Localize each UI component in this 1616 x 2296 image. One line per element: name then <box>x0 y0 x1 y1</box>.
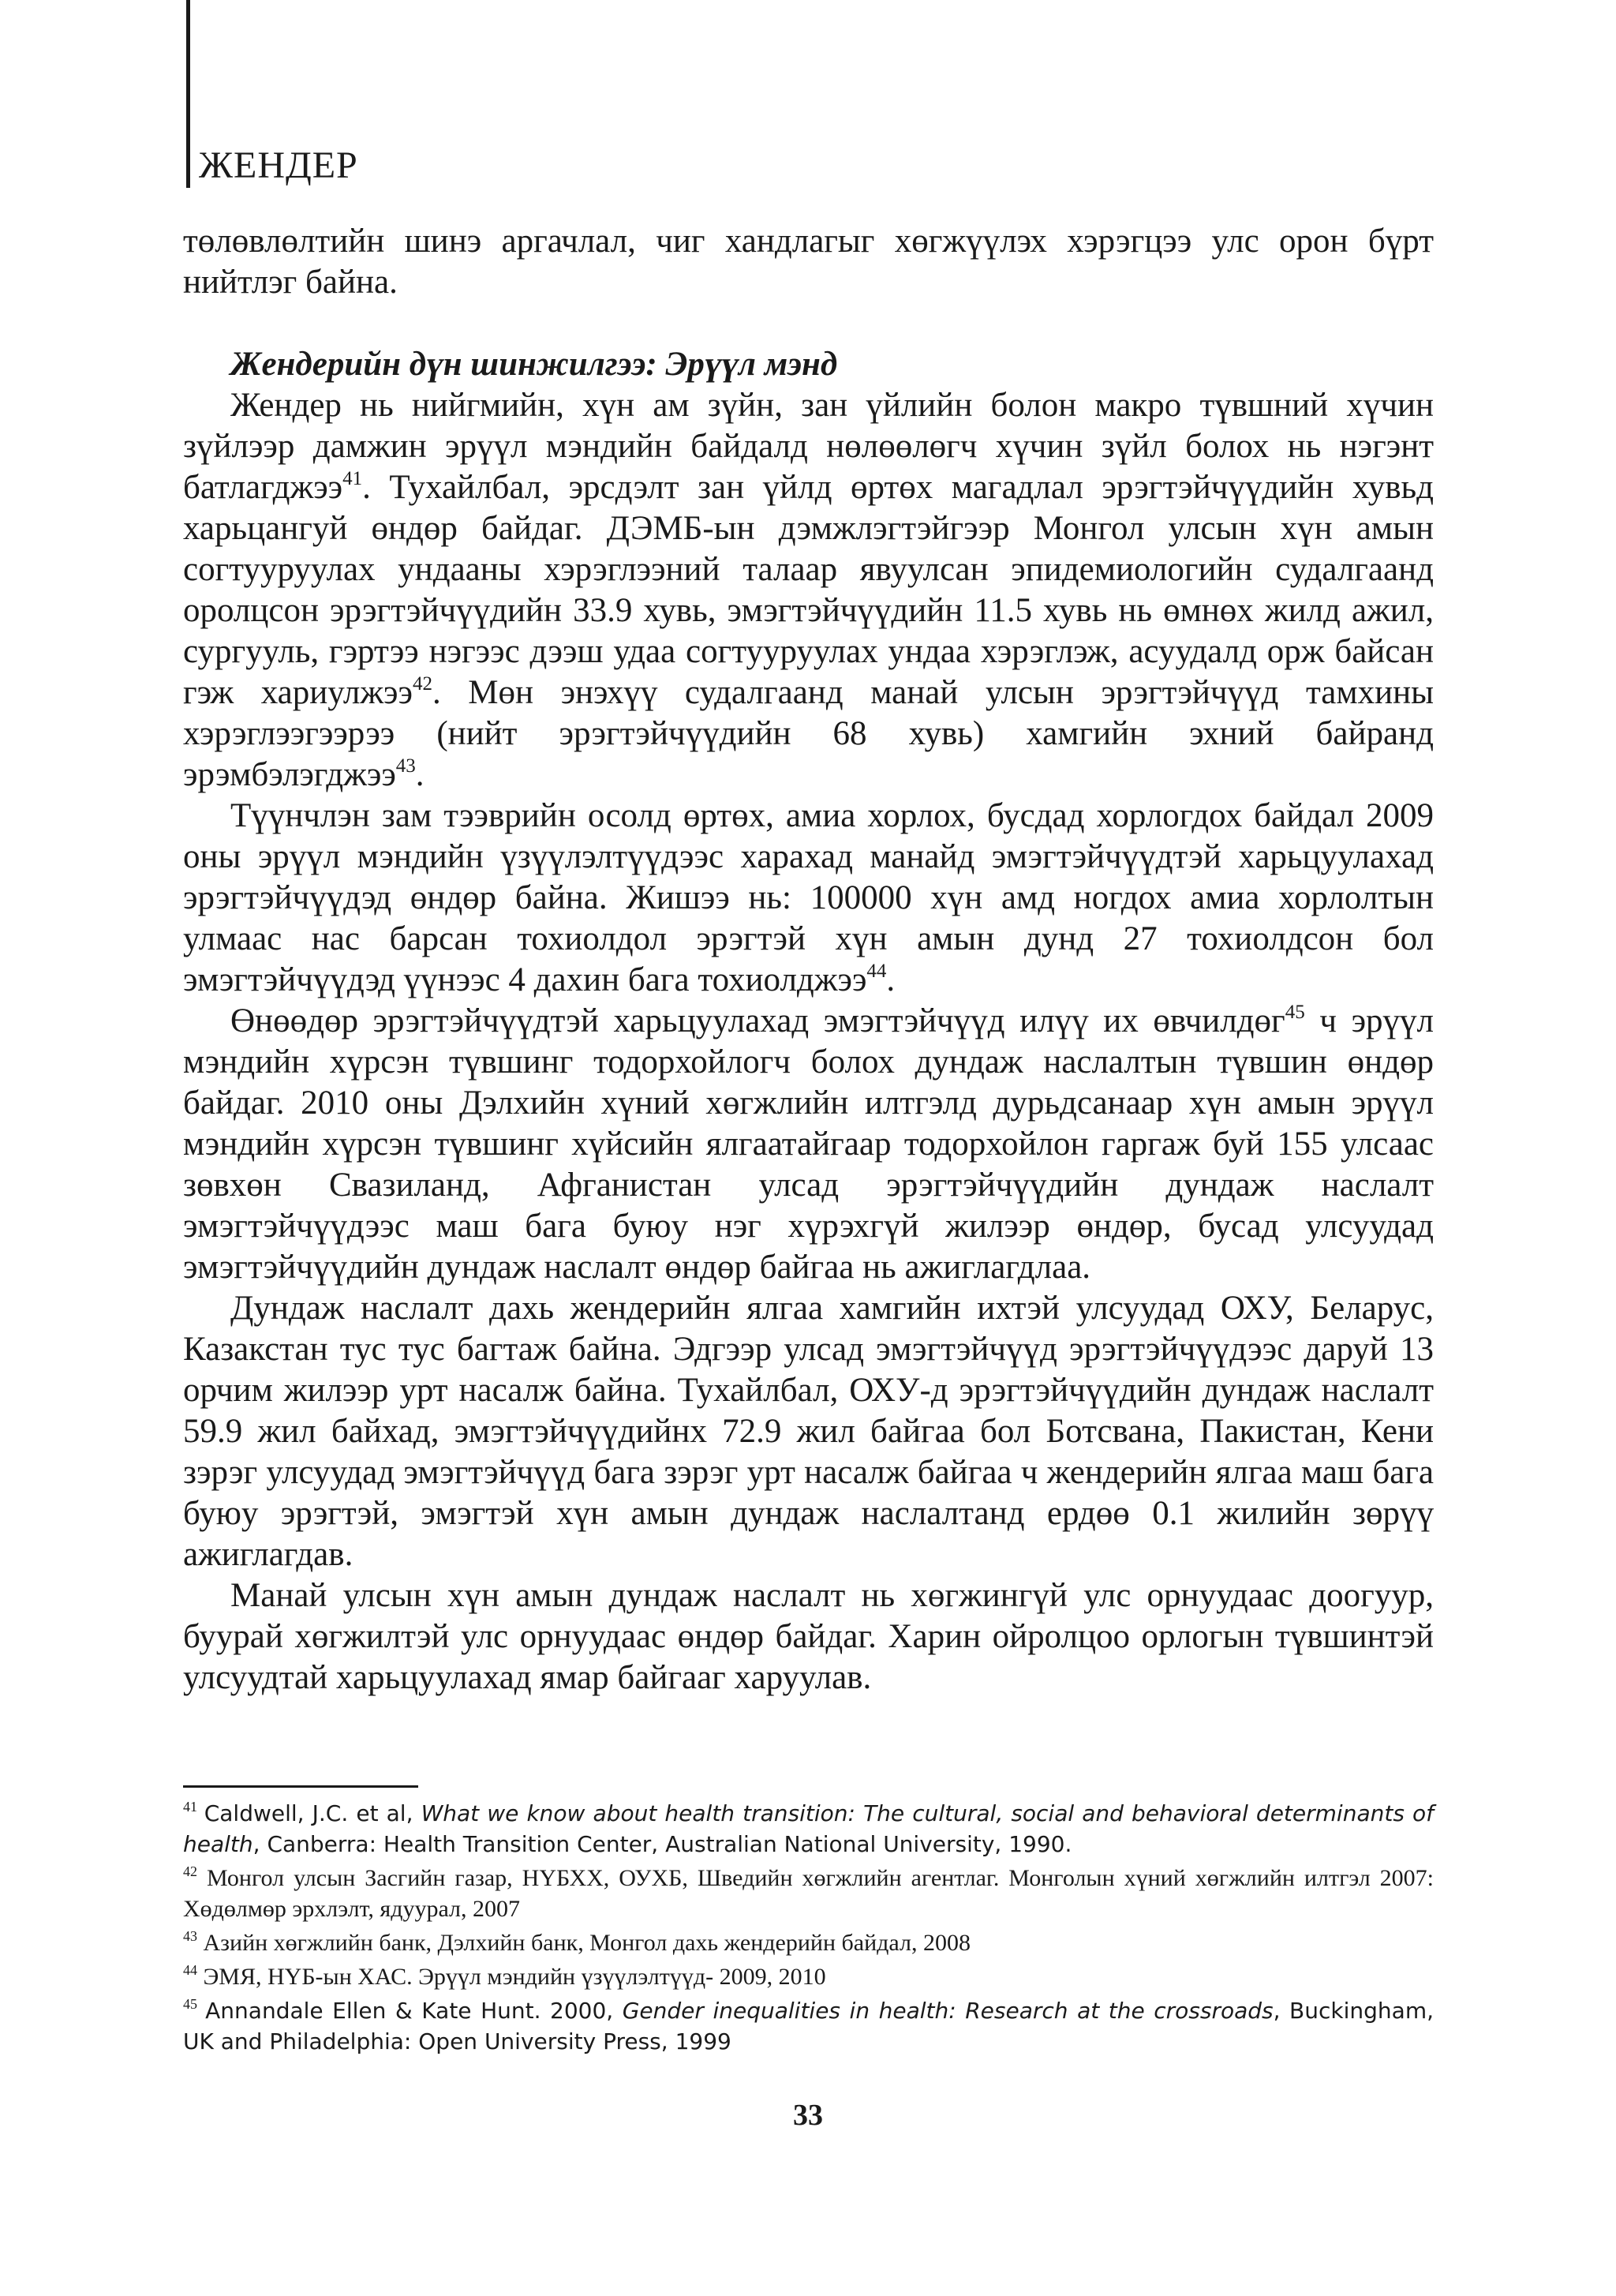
footnote-title: Gender inequalities in health: Research at the crossroads <box>622 1998 1274 2024</box>
footnote-number: 43 <box>183 1928 197 1944</box>
paragraph-2-text-a: Түүнчлэн зам тээврийн осолд өртөх, амиа хорлох, бусдад хорлогдох байдал 2009 оны эрүүл мэндийн үзүүлэлтүүдээс харахад манайд эмэгтэйчүүдтэй харьцуулахад эрэгтэйчүүдэд өндөр байна. Жишээ нь: 100000 хүн амд ногдох амиа хорлолтын улмаас нас барсан тохиолдол эрэгтэй хүн амын дунд 27 тохиолдсон бол эмэгтэйчүүдэд үүнээс 4 дахин бага тохиолджээ <box>183 797 1434 998</box>
footnote-ref-43[interactable]: 43 <box>395 755 416 777</box>
footnote-ref-41[interactable]: 41 <box>342 468 363 489</box>
footnote-number: 41 <box>183 1799 197 1815</box>
paragraph-1-text-d: . <box>415 756 425 793</box>
paragraph-1-text-c: . Мөн энэхүү судалгаанд манай улсын эрэгтэйчүүд тамхины хэрэглээгээрээ (нийт эрэгтэйчүүдийн 68 хувь) хамгийн эхний байранд эрэмбэлэгджээ <box>183 674 1434 793</box>
paragraph-3-text-a: Өнөөдөр эрэгтэйчүүдтэй харьцуулахад эмэгтэйчүүд илүү их өвчилдөг <box>230 1002 1285 1039</box>
paragraph-4: Дундаж наслалт дахь жендерийн ялгаа хамгийн ихтэй улсуудад ОХУ, Беларус, Казакстан тус тус багтаж байна. Эдгээр улсад эмэгтэйчүүд эрэгтэйчүүдээс даруй 13 орчим жилээр урт насалж байна. Тухайлбал, ОХУ-д эрэгтэйчүүдийн дундаж наслалт 59.9 жил байхад, эмэгтэйчүүдийнх 72.9 жил байгаа бол Ботсвана, Пакистан, Кени зэрэг улсуудад эмэгтэйчүүд бага зэрэг урт насалж байгаа ч жендерийн ялгаа маш бага буюу эрэгтэй, эмэгтэй хүн амын дундаж наслалтанд ердөө 0.1 жилийн зөрүү ажиглагдав. <box>183 1290 1434 1573</box>
footnote-ref-44[interactable]: 44 <box>866 961 887 982</box>
main-text <box>183 221 1434 1699</box>
footnote-number: 42 <box>183 1863 197 1879</box>
footnote-text: , Canberra: Health Transition Center, Australian National University, 1990. <box>252 1831 1072 1857</box>
paragraph-2 <box>183 796 1434 1001</box>
paragraph-1-text-a: Жендер нь нийгмийн, хүн ам зүйн, зан үйлийн болон макро түвшний хүчин зүйлээр дамжин эрүүл мэндийн байдалд нөлөөлөгч хүчин зүйл болох нь нэгэнт батлагджээ <box>183 387 1434 506</box>
footnotes <box>183 1798 1434 2060</box>
footnote-number: 44 <box>183 1962 197 1978</box>
paragraph-3-text-b: ч эрүүл мэндийн хүрсэн түвшинг тодорхойлогч болох дундаж наслалтын түвшин өндөр байдаг. 2010 оны Дэлхийн хүний хөгжлийн илтгэлд дурьдсанаар хүн амын эрүүл мэндийн хүрсэн түвшинг хүйсийн ялгаатайгаар тодорхойлон гаргаж буй 155 улсаас зөвхөн Свазиланд, Афганистан улсад эрэгтэйчүүдийн дундаж наслалт эмэгтэйчүүдээс маш бага буюу нэг хүрэхгүй жилээр өндөр, бусад улсуудад эмэгтэйчүүдийн дундаж наслалт өндөр байгаа нь ажиглагдлаа. <box>183 1002 1434 1286</box>
section-heading: Жендерийн дүн шинжилгээ: Эрүүл мэнд <box>230 346 838 383</box>
footnote-text: Caldwell, J.C. et al, <box>204 1800 421 1826</box>
footnote-text: Азийн хөгжлийн банк, Дэлхийн банк, Монгол дахь жендерийн байдал, 2008 <box>203 1930 971 1956</box>
footnote-ref-42[interactable]: 42 <box>412 673 432 695</box>
paragraph-1 <box>183 385 1434 796</box>
footnote-42 <box>183 1863 1434 1924</box>
footnote-44 <box>183 1961 1434 1992</box>
footnote-text: Монгол улсын Засгийн газар, НҮБХХ, ОУХБ, Шведийн хөгжлийн агентлаг. Монголын хүний хөгжлийн илтгэл 2007: Хөдөлмөр эрхлэлт, ядуурал, 2007 <box>183 1865 1435 1922</box>
footnote-number: 45 <box>183 1996 197 2012</box>
footnote-text: ЭМЯ, НҮБ-ын ХАС. Эрүүл мэндийн үзүүлэлтүүд- 2009, 2010 <box>203 1964 826 1990</box>
paragraph-1-text-b: . Тухайлбал, эрсдэлт зан үйлд өртөх магадлал эрэгтэйчүүдийн хувьд харьцангуй өндөр байдаг. ДЭМБ-ын дэмжлэгтэйгээр Монгол улсын хүн амын согтууруулах ундааны хэрэглээний талаар явуулсан эпидемиологийн судалгаанд оролцсон эрэгтэйчүүдийн 33.9 хувь, эмэгтэйчүүдийн 11.5 хувь нь өмнөх жилд ажил, сургууль, гэртээ нэгээс дээш удаа согтууруулах ундаа хэрэглэж, асуудалд орж байсан гэж хариулжээ <box>183 469 1434 711</box>
footnote-text: , Buckingham, UK and Philadelphia: Open University Press, 1999 <box>183 1998 1434 2054</box>
page-number: 33 <box>793 2099 823 2132</box>
footnote-41 <box>183 1798 1434 1860</box>
intro-paragraph: төлөвлөлтийн шинэ аргачлал, чиг хандлагыг хөгжүүлэх хэрэгцээ улс орон бүрт нийтлэг байна. <box>183 223 1434 301</box>
paragraph-2-text-b: . <box>886 961 896 998</box>
footnote-title: What we know about health transition: The cultural, social and behavioral determinants of health <box>183 1800 1435 1857</box>
footnote-43 <box>183 1927 1434 1958</box>
paragraph-3 <box>183 1001 1434 1288</box>
footnote-45 <box>183 1995 1434 2057</box>
running-header-title: ЖЕНДЕР <box>199 144 358 186</box>
footnote-ref-45[interactable]: 45 <box>1285 1002 1305 1023</box>
header-rule <box>186 0 190 188</box>
paragraph-5: Манай улсын хүн амын дундаж наслалт нь хөгжингүй улс орнуудаас доогуур, буурай хөгжилтэй улс орнуудаас өндөр байдаг. Харин ойролцоо орлогын түвшинтэй улсуудтай харьцуулахад ямар байгааг харуулав. <box>183 1577 1434 1696</box>
footnote-text: Annandale Ellen & Kate Hunt. 2000, <box>205 1998 623 2024</box>
section-spacer <box>183 303 1434 344</box>
footnote-separator <box>183 1785 418 1788</box>
